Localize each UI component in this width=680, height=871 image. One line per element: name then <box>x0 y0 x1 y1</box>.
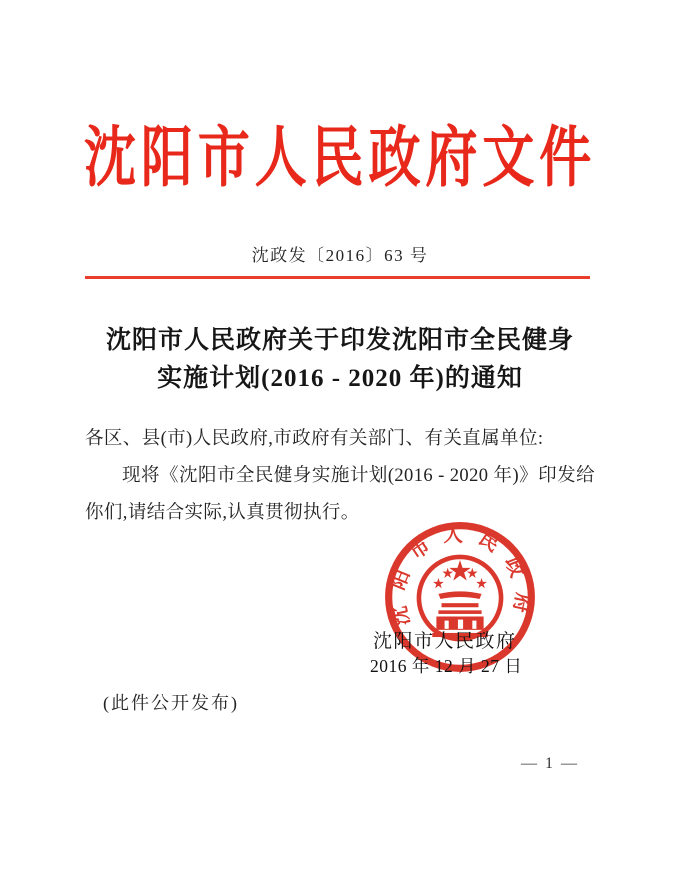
letterhead-title-text: 沈阳市人民政府文件 <box>84 122 596 195</box>
signature-text: 沈阳市人民政府 <box>373 631 517 652</box>
document-body <box>85 421 595 532</box>
salutation-text: 各区、县(市)人民政府,市政府有关部门、有关直属单位: <box>85 429 544 449</box>
red-divider-line <box>85 276 590 279</box>
public-release-note: (此件公开发布) <box>103 693 239 713</box>
letterhead-title <box>0 104 680 199</box>
issue-date: 2016 年 12 月 27 日 <box>370 656 523 676</box>
document-title-line2: 实施计划(2016 - 2020 年)的通知 <box>157 365 523 392</box>
doc-number: 沈政发〔2016〕63 号 <box>251 246 429 265</box>
document-title <box>40 322 640 398</box>
page-number: — 1 — <box>521 755 579 772</box>
body-paragraph: 现将《沈阳市全民健身实施计划(2016 - 2020 年)》印发给你们,请结合实际,认真贯彻执行。 <box>85 466 595 523</box>
seal-arc-text: 沈阳市人民政府 <box>386 525 534 628</box>
document-title-line1: 沈阳市人民政府关于印发沈阳市全民健身 <box>105 327 574 354</box>
